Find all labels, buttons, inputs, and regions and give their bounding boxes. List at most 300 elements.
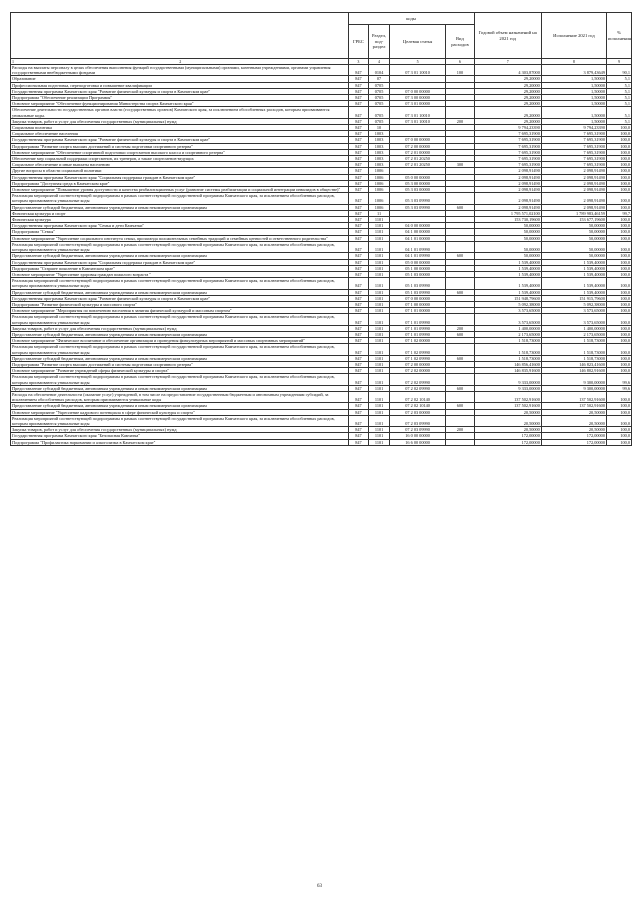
index-cell: 9 (606, 59, 631, 65)
row-razdel: 1101 (369, 289, 390, 295)
row-target-article: 05 3 00 00000 (389, 180, 445, 186)
row-percent: 100,0 (606, 344, 631, 355)
row-name: Основное мероприятие "Развитие учреждений сферы физической культуры и спорта" (11, 368, 349, 374)
row-target-article: 07 1 01 00000 (389, 308, 445, 314)
row-exec-amount: 1 539,40000 (541, 259, 606, 265)
row-plan-amount: 3 573,65000 (474, 314, 541, 325)
row-razdel: 1003 (369, 143, 390, 149)
row-grbs: 847 (348, 76, 369, 82)
row-percent: 100,0 (606, 368, 631, 374)
row-percent: 100,0 (606, 193, 631, 204)
row-expense-type (446, 391, 474, 402)
row-target-article: 07 1 02 09990 (389, 344, 445, 355)
row-name: Закупка товаров, работ и услуг для обеспечения государственных (муниципальных) нужд (11, 325, 349, 331)
row-razdel: 1006 (369, 168, 390, 174)
row-plan-amount: 29,20000 (474, 101, 541, 107)
row-razdel: 1003 (369, 131, 390, 137)
row-expense-type: 600 (446, 403, 474, 409)
row-name: Подпрограмма "Профилактика наркомании и алкоголизма в Камчатском крае" (11, 439, 349, 445)
row-plan-amount: 153 730,19600 (474, 217, 541, 223)
row-exec-amount: 1,50000 (541, 76, 606, 82)
row-plan-amount: 3 573,65000 (474, 308, 541, 314)
row-exec-amount: 3 879,43649 (541, 65, 606, 76)
row-percent: 100,0 (606, 409, 631, 415)
row-percent: 100,0 (606, 143, 631, 149)
row-plan-amount: 50,00000 (474, 241, 541, 252)
row-target-article: 07 2 00 00000 (389, 143, 445, 149)
row-grbs: 847 (348, 162, 369, 168)
header-expense-type: Вид расходов (446, 25, 474, 59)
row-percent: 100,0 (606, 433, 631, 439)
row-target-article: 07 1 02 09990 (389, 355, 445, 361)
row-plan-amount: 2 098,91490 (474, 174, 541, 180)
row-grbs: 847 (348, 344, 369, 355)
row-exec-amount: 137 502,91600 (541, 391, 606, 402)
row-grbs: 847 (348, 361, 369, 367)
row-percent: 100,0 (606, 204, 631, 210)
row-exec-amount: 1,50000 (541, 95, 606, 101)
row-name: Реализация мероприятий соответствующей подпрограммы в рамках соответствующей государственной программы Камчатского края, за исключением обособленных расходов, которым присваиваются уникальные коды (11, 374, 349, 385)
row-razdel: 1101 (369, 253, 390, 259)
row-exec-amount: 50,00000 (541, 223, 606, 229)
row-percent: 100,0 (606, 174, 631, 180)
row-percent: 100,0 (606, 295, 631, 301)
row-name: Государственная программа Камчатского края "Безопасная Камчатка" (11, 433, 349, 439)
row-exec-amount: 146 802,91600 (541, 368, 606, 374)
row-exec-amount: 20,50000 (541, 415, 606, 426)
row-grbs: 847 (348, 271, 369, 277)
row-percent: 100,0 (606, 131, 631, 137)
row-target-article: 07 2 03 00000 (389, 409, 445, 415)
row-expense-type (446, 374, 474, 385)
row-target-article: 07 0 00 00000 (389, 88, 445, 94)
row-plan-amount: 7 695,31900 (474, 143, 541, 149)
row-exec-amount: 7 695,31900 (541, 156, 606, 162)
row-grbs: 847 (348, 88, 369, 94)
row-percent: 100,0 (606, 259, 631, 265)
row-name: Расходы на выплаты персоналу в целях обеспечения выполнения функций государственными (муниципальными) органами, казенными учреждениями, органами управления государственными внебюджетными фондами (11, 65, 349, 76)
row-exec-amount: 2 098,91490 (541, 193, 606, 204)
row-percent: 100,0 (606, 314, 631, 325)
row-name: Предоставление субсидий бюджетным, автономным учреждениям и иным некоммерческим организациям (11, 355, 349, 361)
budget-table-page (10, 12, 632, 446)
row-plan-amount: 1 400,00000 (474, 325, 541, 331)
row-name: Основное мероприятие "Укрепление кадрового потенциала в сфере физической культуры и спорта" (11, 409, 349, 415)
row-name: Реализация мероприятий соответствующей подпрограммы в рамках соответствующей государственной программы Камчатского края, за исключением обособленных расходов, которым присваиваются уникальные коды (11, 241, 349, 252)
row-target-article: 07 3 01 10010 (389, 65, 445, 76)
header-exec: Исполнение 2021 год (541, 13, 606, 59)
row-razdel: 1101 (369, 229, 390, 235)
row-percent: 100,0 (606, 301, 631, 307)
row-grbs: 847 (348, 338, 369, 344)
row-exec-amount: 50,00000 (541, 229, 606, 235)
header-pct: % исполнения (606, 13, 631, 59)
row-exec-amount: 2 098,91490 (541, 174, 606, 180)
row-exec-amount: 9 300,00000 (541, 374, 606, 385)
row-target-article: 05 3 03 00000 (389, 187, 445, 193)
row-expense-type (446, 193, 474, 204)
row-razdel: 1101 (369, 241, 390, 252)
header-codes: коды (348, 13, 474, 25)
budget-execution-table (10, 12, 632, 446)
row-percent: 100,0 (606, 180, 631, 186)
row-grbs: 847 (348, 65, 369, 76)
row-razdel: 1006 (369, 204, 390, 210)
row-razdel: 1101 (369, 385, 390, 391)
row-razdel: 1101 (369, 278, 390, 289)
row-target-article: 05 1 03 09990 (389, 289, 445, 295)
row-exec-amount: 3 573,65000 (541, 314, 606, 325)
row-plan-amount: 20,50000 (474, 427, 541, 433)
row-percent: 5,1 (606, 76, 631, 82)
row-target-article: 05 1 00 00000 (389, 265, 445, 271)
table-row (11, 187, 632, 193)
row-name: Подпрограмма "Обеспечение реализации Программы" (11, 95, 349, 101)
row-exec-amount: 1 539,40000 (541, 271, 606, 277)
row-razdel: 0705 (369, 95, 390, 101)
row-grbs: 847 (348, 385, 369, 391)
row-grbs: 847 (348, 229, 369, 235)
row-name: Предоставление субсидий бюджетным, автономным учреждениям и иным некоммерческим организациям (11, 331, 349, 337)
row-name: Подпрограмма "Старшее поколение в Камчатском крае" (11, 265, 349, 271)
row-name: Закупка товаров, работ и услуг для обеспечения государственных (муниципальных) нужд (11, 427, 349, 433)
row-razdel: 1101 (369, 325, 390, 331)
row-name: Профессиональная подготовка, переподготовка и повышение квалификации (11, 82, 349, 88)
row-percent: 100,0 (606, 241, 631, 252)
table-row (11, 278, 632, 289)
row-percent: 100,0 (606, 187, 631, 193)
row-name: Государственная программа Камчатского края "Развитие физической культуры и спорта в Камчатском крае" (11, 88, 349, 94)
table-row (11, 193, 632, 204)
table-row (11, 415, 632, 426)
row-percent: 100,0 (606, 149, 631, 155)
row-razdel: 1101 (369, 403, 390, 409)
row-plan-amount: 1 539,40000 (474, 278, 541, 289)
row-percent: 100,0 (606, 223, 631, 229)
row-name: Образование (11, 76, 349, 82)
row-grbs: 847 (348, 143, 369, 149)
table-row (11, 344, 632, 355)
row-target-article: 16 6 00 00000 (389, 439, 445, 445)
row-grbs: 847 (348, 331, 369, 337)
row-expense-type: 300 (446, 162, 474, 168)
table-row (11, 241, 632, 252)
row-exec-amount: 3 573,65000 (541, 308, 606, 314)
row-percent: 100,0 (606, 137, 631, 143)
table-row (11, 235, 632, 241)
row-plan-amount: 1 518,73000 (474, 344, 541, 355)
row-target-article: 07 0 00 00000 (389, 137, 445, 143)
row-razdel: 1003 (369, 162, 390, 168)
table-row (11, 314, 632, 325)
row-razdel: 1101 (369, 374, 390, 385)
row-grbs: 847 (348, 355, 369, 361)
row-grbs: 847 (348, 368, 369, 374)
row-name: Основное мероприятие "Укрепление здоровья граждан пожилого возраста " (11, 271, 349, 277)
row-name: Реализация мероприятий соответствующей подпрограммы в рамках соответствующей государственной программы Камчатского края, за исключением обособленных расходов, которым присваиваются уникальные коды (11, 415, 349, 426)
row-name: Подпрограмма "Развитие физической культуры и массового спорта" (11, 301, 349, 307)
row-razdel: 1101 (369, 259, 390, 265)
row-plan-amount: 1 539,40000 (474, 289, 541, 295)
row-exec-amount: 20,50000 (541, 409, 606, 415)
row-grbs: 847 (348, 403, 369, 409)
row-razdel: 1101 (369, 295, 390, 301)
row-exec-amount: 2 173,65000 (541, 331, 606, 337)
row-grbs: 847 (348, 180, 369, 186)
row-grbs: 847 (348, 125, 369, 131)
row-razdel: 0705 (369, 101, 390, 107)
row-grbs: 847 (348, 265, 369, 271)
row-percent: 100,0 (606, 125, 631, 131)
row-percent: 100,0 (606, 156, 631, 162)
row-exec-amount: 1 539,40000 (541, 278, 606, 289)
row-plan-amount: 2 098,91490 (474, 193, 541, 204)
row-plan-amount: 172,00000 (474, 439, 541, 445)
header-razdel: Раздел, под-раздел (369, 25, 390, 59)
row-exec-amount: 137 502,91600 (541, 403, 606, 409)
row-grbs: 847 (348, 295, 369, 301)
row-razdel: 1003 (369, 156, 390, 162)
row-name: Государственная программа Камчатского края "Социальная поддержка граждан в Камчатском крае" (11, 259, 349, 265)
row-exec-amount: 7 695,31900 (541, 149, 606, 155)
row-grbs: 847 (348, 101, 369, 107)
row-plan-amount: 50,00000 (474, 223, 541, 229)
row-name: Подпрограмма "Доступная среда в Камчатском крае" (11, 180, 349, 186)
row-name: Основное мероприятие "Мероприятия по вовлечению населения в занятия физической культурой и массовым спортом" (11, 308, 349, 314)
row-percent: 100,0 (606, 415, 631, 426)
row-target-article: 07 2 02 09990 (389, 374, 445, 385)
row-name: Основное мероприятие "Физическое воспитание и обеспечение организации и проведения физкультурных мероприятий и массовых спортивных мероприятий" (11, 338, 349, 344)
row-exec-amount: 50,00000 (541, 235, 606, 241)
row-target-article: 07 1 01 09990 (389, 325, 445, 331)
row-grbs: 847 (348, 289, 369, 295)
row-percent: 100,0 (606, 162, 631, 168)
row-exec-amount: 5 092,38000 (541, 301, 606, 307)
row-plan-amount: 2 098,91490 (474, 204, 541, 210)
row-plan-amount: 7 695,31900 (474, 137, 541, 143)
row-razdel: 1101 (369, 308, 390, 314)
row-grbs: 847 (348, 325, 369, 331)
row-name: Предоставление субсидий бюджетным, автономным учреждениям и иным некоммерческим организациям (11, 204, 349, 210)
row-target-article: 05 0 00 00000 (389, 174, 445, 180)
row-razdel: 0104 (369, 65, 390, 76)
row-name: Реализация мероприятий соответствующей подпрограммы в рамках соответствующей государственной программы Камчатского края, за исключением обособленных расходов, которым присваиваются уникальные коды (11, 193, 349, 204)
row-percent: 5,1 (606, 95, 631, 101)
row-target-article: 05 0 00 00000 (389, 259, 445, 265)
index-cell: 3 (348, 59, 369, 65)
row-percent: 100,0 (606, 325, 631, 331)
row-grbs: 847 (348, 259, 369, 265)
row-plan-amount: 2 098,91490 (474, 168, 541, 174)
header-plan: Годовой объем назначений на 2021 год (474, 13, 541, 59)
row-target-article: 04 1 01 09990 (389, 253, 445, 259)
row-razdel: 0705 (369, 88, 390, 94)
row-plan-amount: 29,20000 (474, 82, 541, 88)
row-plan-amount: 29,20000 (474, 118, 541, 124)
index-cell: 8 (541, 59, 606, 65)
row-percent: 100,0 (606, 391, 631, 402)
row-razdel: 1101 (369, 235, 390, 241)
row-grbs: 847 (348, 95, 369, 101)
row-razdel: 1101 (369, 433, 390, 439)
row-razdel: 1101 (369, 391, 390, 402)
row-percent: 100,0 (606, 308, 631, 314)
row-exec-amount: 9 300,00000 (541, 385, 606, 391)
page-number: 63 (317, 884, 322, 889)
row-percent: 100,0 (606, 235, 631, 241)
row-grbs: 847 (348, 118, 369, 124)
row-target-article: 07 2 03 09990 (389, 415, 445, 426)
row-plan-amount: 7 695,31900 (474, 162, 541, 168)
row-name: Предоставление субсидий бюджетным, автономным учреждениям и иным некоммерческим организациям (11, 385, 349, 391)
table-row (11, 107, 632, 118)
row-plan-amount: 50,00000 (474, 253, 541, 259)
row-razdel: 0705 (369, 82, 390, 88)
row-exec-amount: 1,50000 (541, 107, 606, 118)
row-name: Физическая культура и спорт (11, 210, 349, 216)
row-name: Государственная программа Камчатского края "Развитие физической культуры и спорта в Камчатском крае" (11, 295, 349, 301)
row-percent: 5,1 (606, 88, 631, 94)
row-name: Обеспечение деятельности государственных органов власти (государственных органов) Камчатского края, за исключением обособленных расходов, которым присваиваются уникальные коды. (11, 107, 349, 118)
row-grbs: 847 (348, 433, 369, 439)
row-exec-amount: 7 695,31900 (541, 131, 606, 137)
row-plan-amount: 7 695,31900 (474, 131, 541, 137)
row-expense-type (446, 344, 474, 355)
row-percent: 100,0 (606, 271, 631, 277)
row-grbs: 847 (348, 156, 369, 162)
row-plan-amount: 9 333,00000 (474, 385, 541, 391)
row-target-article: 04 1 01 00000 (389, 235, 445, 241)
row-grbs: 847 (348, 409, 369, 415)
row-percent: 100,0 (606, 403, 631, 409)
row-percent: 100,0 (606, 439, 631, 445)
row-percent: 100,0 (606, 229, 631, 235)
row-target-article: 07 1 01 09990 (389, 314, 445, 325)
row-percent: 100,0 (606, 278, 631, 289)
index-cell: 5 (389, 59, 445, 65)
row-grbs: 847 (348, 314, 369, 325)
row-name: Социальная политика (11, 125, 349, 131)
row-name: Реализация мероприятий соответствующей подпрограммы в рамках соответствующей государственной программы Камчатского края, за исключением обособленных расходов, которым присваиваются уникальные коды (11, 314, 349, 325)
row-percent: 5,1 (606, 101, 631, 107)
row-target-article: 07 1 00 00000 (389, 301, 445, 307)
row-percent: 90,1 (606, 65, 631, 76)
index-cell: 7 (474, 59, 541, 65)
row-grbs: 847 (348, 210, 369, 216)
row-name: Государственная программа Камчатского края "Развитие физической культуры и спорта в Камчатском крае" (11, 137, 349, 143)
row-razdel: 07 (369, 76, 390, 82)
row-expense-type: 200 (446, 118, 474, 124)
row-target-article: 05 1 03 00000 (389, 271, 445, 277)
row-name: Основное мероприятие "Обеспечение функционирования Министерства спорта Камчатского края" (11, 101, 349, 107)
row-razdel: 1101 (369, 355, 390, 361)
row-razdel: 0705 (369, 118, 390, 124)
row-plan-amount: 2 173,65000 (474, 331, 541, 337)
row-exec-amount: 1 518,73000 (541, 338, 606, 344)
row-plan-amount: 29,20000 (474, 88, 541, 94)
row-plan-amount: 1 518,73000 (474, 338, 541, 344)
row-exec-amount: 2 098,91490 (541, 187, 606, 193)
row-name: Физическая культура (11, 217, 349, 223)
row-grbs: 847 (348, 415, 369, 426)
row-percent: 100,0 (606, 355, 631, 361)
row-percent: 100,0 (606, 217, 631, 223)
row-target-article: 04 1 00 00000 (389, 229, 445, 235)
row-exec-amount: 2 098,91490 (541, 204, 606, 210)
row-plan-amount: 137 502,91600 (474, 403, 541, 409)
row-exec-amount: 2 098,91490 (541, 180, 606, 186)
row-expense-type (446, 241, 474, 252)
row-plan-amount: 50,00000 (474, 235, 541, 241)
row-plan-amount: 1 518,73000 (474, 355, 541, 361)
row-plan-amount: 1 539,40000 (474, 259, 541, 265)
row-razdel: 1101 (369, 314, 390, 325)
row-exec-amount: 1 539,40000 (541, 289, 606, 295)
header-blank (11, 13, 349, 59)
row-name: Реализация мероприятий соответствующей подпрограммы в рамках соответствующей государственной программы Камчатского края, за исключением обособленных расходов, которым присваиваются уникальные коды (11, 278, 349, 289)
row-target-article: 07 2 01 20250 (389, 156, 445, 162)
row-grbs: 847 (348, 149, 369, 155)
row-grbs: 847 (348, 235, 369, 241)
row-exec-amount: 7 695,31900 (541, 137, 606, 143)
row-expense-type: 600 (446, 289, 474, 295)
row-grbs: 847 (348, 278, 369, 289)
row-percent: 100,0 (606, 338, 631, 344)
row-name: Основное мероприятие "Обеспечение спортивной подготовки спортсменов высокого класса и спортивного резерва" (11, 149, 349, 155)
row-grbs: 847 (348, 131, 369, 137)
row-expense-type: 600 (446, 385, 474, 391)
row-name: Подпрограмма "Развитие спорта высших достижений и системы подготовки спортивного резерва" (11, 361, 349, 367)
row-razdel: 1101 (369, 415, 390, 426)
row-name: Предоставление субсидий бюджетным, автономным учреждениям и иным некоммерческим организациям (11, 253, 349, 259)
row-target-article: 07 3 00 00000 (389, 95, 445, 101)
row-percent: 100,0 (606, 331, 631, 337)
row-exec-amount: 151 915,79600 (541, 295, 606, 301)
row-plan-amount: 29,20000 (474, 76, 541, 82)
row-percent: 100,0 (606, 361, 631, 367)
row-name: Закупка товаров, работ и услуг для обеспечения государственных (муниципальных) нужд (11, 118, 349, 124)
row-exec-amount: 7 695,31900 (541, 143, 606, 149)
row-name: Основное мероприятие "Повышение уровня доступности и качества реабилитационных услуг (развитие системы реабилитации и социальной интеграции инвалидов в обществе)" (11, 187, 349, 193)
row-plan-amount: 7 695,31900 (474, 156, 541, 162)
row-plan-amount: 20,50000 (474, 409, 541, 415)
row-grbs: 847 (348, 374, 369, 385)
row-razdel: 1101 (369, 368, 390, 374)
row-percent: 5,1 (606, 107, 631, 118)
row-razdel: 1101 (369, 217, 390, 223)
row-exec-amount: 1 518,73000 (541, 355, 606, 361)
row-expense-type: 100 (446, 65, 474, 76)
row-plan-amount: 2 098,91490 (474, 180, 541, 186)
row-percent: 100,0 (606, 427, 631, 433)
row-expense-type (446, 439, 474, 445)
row-expense-type (446, 107, 474, 118)
table-row (11, 439, 632, 445)
row-percent: 99,6 (606, 374, 631, 385)
row-target-article: 07 3 01 10010 (389, 118, 445, 124)
row-razdel: 1006 (369, 187, 390, 193)
row-percent: 5,1 (606, 118, 631, 124)
row-target-article: 05 3 03 09990 (389, 204, 445, 210)
row-target-article: 07 2 03 09990 (389, 427, 445, 433)
row-grbs: 847 (348, 253, 369, 259)
row-plan-amount: 7 695,31900 (474, 149, 541, 155)
row-exec-amount: 1,50000 (541, 118, 606, 124)
row-plan-amount: 4 303,87000 (474, 65, 541, 76)
row-grbs: 847 (348, 427, 369, 433)
row-plan-amount: 29,20000 (474, 95, 541, 101)
row-plan-amount: 29,20000 (474, 107, 541, 118)
